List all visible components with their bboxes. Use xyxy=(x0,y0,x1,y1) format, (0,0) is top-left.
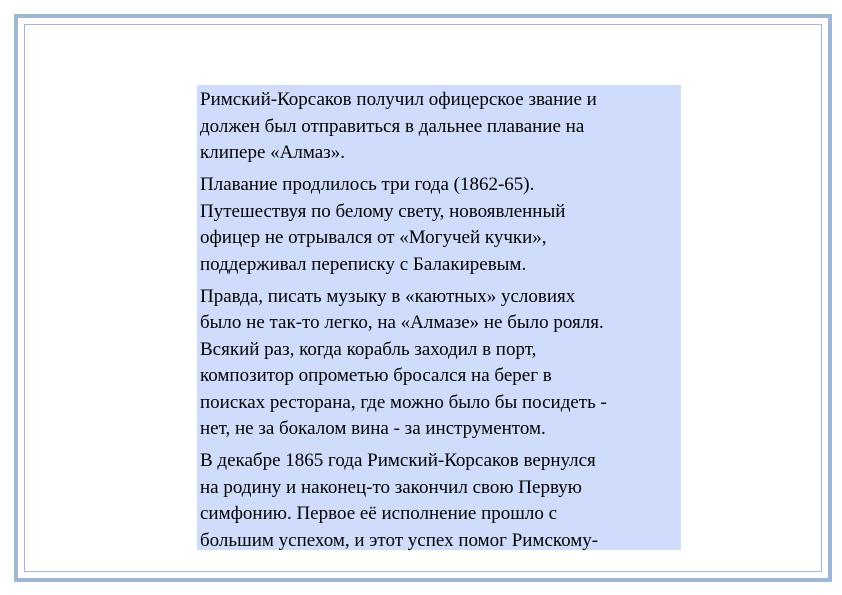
paragraph-3: Правда, писать музыку в «каютных» условиях было не так-то легко, на «Алмазе» не было рояля. Всякий раз, когда корабль заходил в порт, композитор опрометью бросался на берег в поисках ресторана, где можно было бы посидеть - нет, не за бокалом вина - за инструментом. xyxy=(200,285,607,439)
paragraph-1: Римский-Корсаков получил офицерское звание и должен был отправиться в дальнее плавание на клипере «Алмаз». xyxy=(200,89,597,163)
paragraph-2: Плавание продлилось три года (1862-65). Путешествуя по белому свету, новоявленный офицер не отрывался от «Могучей кучки», поддерживал переписку с Балакиревым. xyxy=(200,174,566,275)
text-block xyxy=(197,85,681,550)
paragraph-4: В декабре 1865 года Римский-Корсаков вернулся на родину и наконец-то закончил свою Первую симфонию. Первое её исполнение прошло с большим успехом, и этот успех помог Римскому- xyxy=(200,450,599,550)
